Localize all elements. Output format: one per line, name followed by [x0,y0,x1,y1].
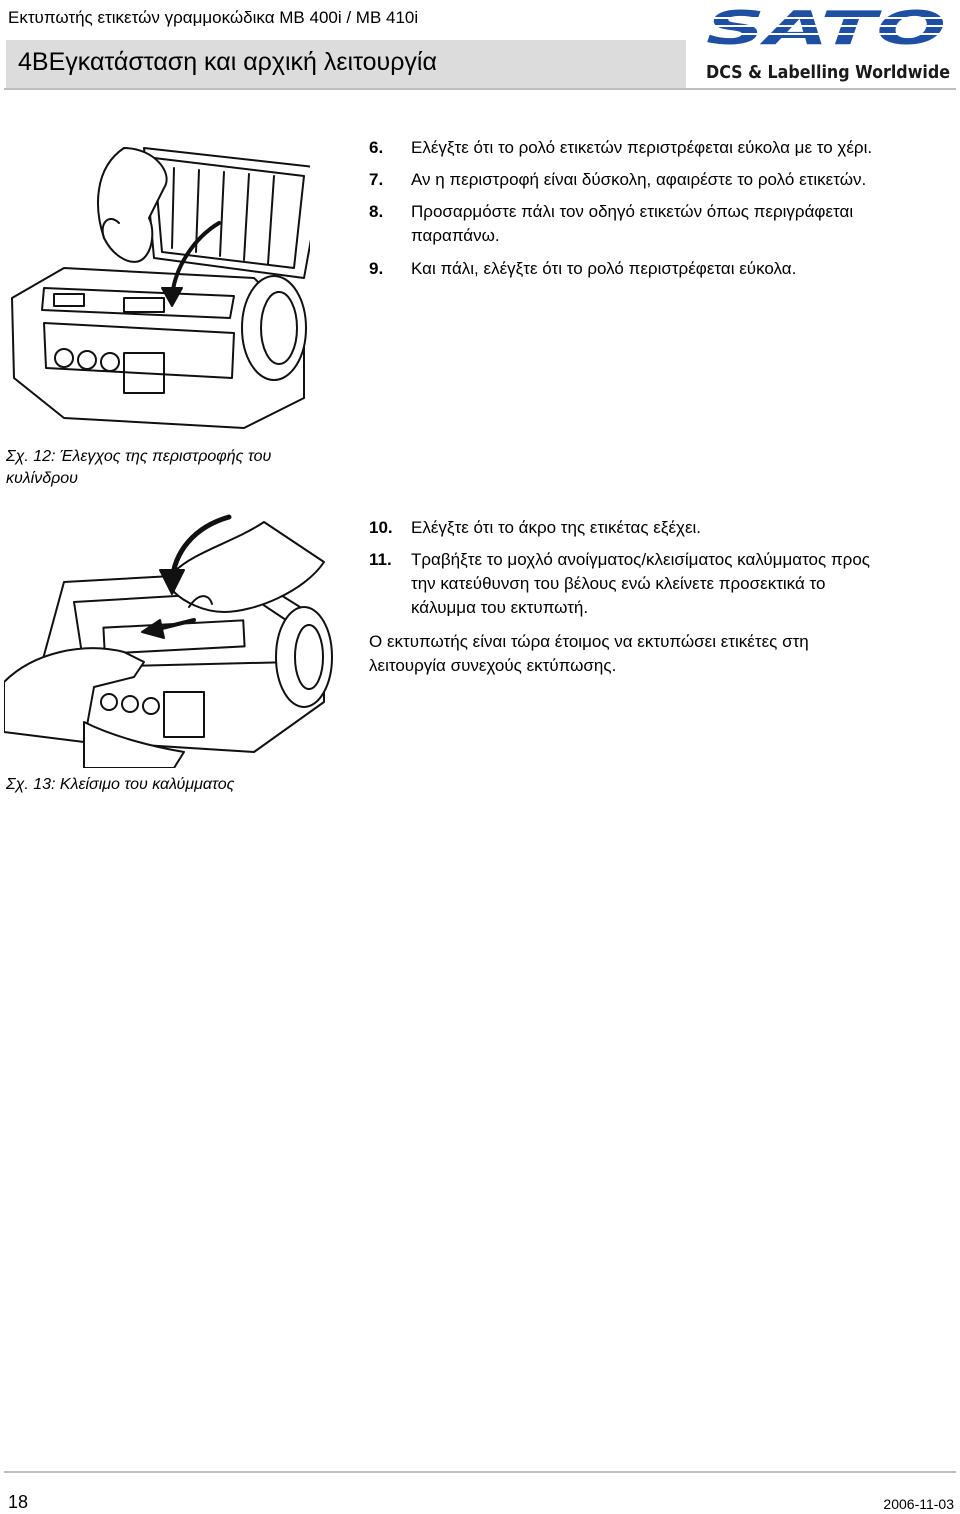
figure-13-illustration [4,512,344,768]
step-number: 6. [369,138,384,157]
step-number: 10. [369,518,393,537]
paragraph-line: Ο εκτυπωτής είναι τώρα έτοιμος να εκτυπώσει ετικέτες στη [369,632,809,651]
list-item [369,516,959,540]
caption-line: κυλίνδρου [6,470,78,487]
step-text: Τραβήξτε το μοχλό ανοίγματος/κλεισίματος καλύμματος προς [411,550,870,569]
step-text: Προσαρμόστε πάλι τον οδηγό ετικετών όπως περιγράφεται [411,202,854,221]
document-title: Εκτυπωτής ετικετών γραμμοκώδικα MB 400i / MB 410i [8,8,419,27]
document-date: 2006-11-03 [883,1496,954,1512]
page-number: 18 [8,1492,29,1512]
logo-wordmark: SATO [706,2,946,55]
list-item [369,548,959,620]
step-text: Και πάλι, ελέγξτε ότι το ρολό περιστρέφεται εύκολα. [411,259,797,278]
step-text: Ελέγξτε ότι το άκρο της ετικέτας εξέχει. [411,518,702,537]
figure-13-caption: Σχ. 13: Κλείσιμο του καλύμματος [6,776,235,793]
figure-12-caption [6,446,326,490]
header-rule [4,88,956,90]
paragraph-line: λειτουργία συνεχούς εκτύπωσης. [369,656,617,675]
section-title: 4ΒΕγκατάσταση και αρχική λειτουργία [18,48,437,76]
step-text: κάλυμμα του εκτυπωτή. [411,598,589,617]
step-text: παραπάνω. [411,226,500,245]
footer-rule [4,1471,956,1473]
figure-12-illustration [4,128,310,434]
step-number: 11. [369,550,392,569]
step-number: 7. [369,170,384,189]
step-number: 8. [369,202,384,221]
closing-paragraph [369,630,959,678]
step-text: την κατεύθυνση του βέλους ενώ κλείνετε προσεκτικά το [411,574,826,593]
list-item [369,200,949,248]
logo-tagline: DCS & Labelling Worldwide [706,62,950,83]
caption-line: Σχ. 12: Έλεγχος της περιστροφής του [6,448,272,465]
list-item [369,168,949,192]
list-item [369,257,949,281]
sato-logo [700,2,956,92]
step-number: 9. [369,259,384,278]
step-text: Ελέγξτε ότι το ρολό ετικετών περιστρέφεται εύκολα με το χέρι. [411,138,873,157]
list-item [369,136,949,160]
step-text: Αν η περιστροφή είναι δύσκολη, αφαιρέστε το ρολό ετικετών. [411,170,867,189]
